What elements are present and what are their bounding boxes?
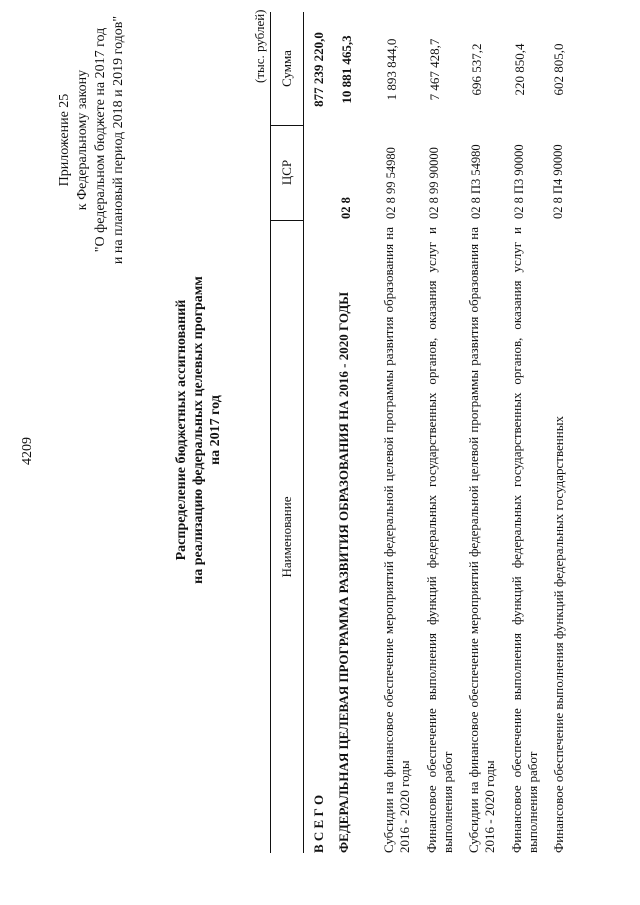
page-number: 4209 [20, 437, 35, 465]
row-csr: 02 8 П3 90000 [512, 144, 526, 219]
row-sum: 7 467 428,7 [427, 38, 442, 101]
row-sum: 1 893 844,0 [384, 38, 399, 101]
appendix-line: Приложение 25 [57, 93, 72, 187]
appendix-line: к Федеральному закону [75, 69, 90, 211]
header-name: Наименование [270, 221, 304, 853]
row-csr: 02 8 П3 54980 [469, 144, 483, 219]
row-name: Субсидии на финансовое обеспечение мероприятий федеральной целевой программы развития образования на 2016 - 2020 годы [466, 227, 497, 853]
row-name: В С Е Г О [311, 794, 326, 853]
document-title [173, 240, 224, 620]
appendix-line: и на плановый период 2018 и 2019 годов" [111, 15, 126, 265]
row-sum: 10 881 465,3 [339, 35, 354, 104]
row-name: Субсидии на финансовое обеспечение мероприятий федеральной целевой программы развития образования на 2016 - 2020 годы [381, 227, 412, 853]
row-name: ФЕДЕРАЛЬНАЯ ЦЕЛЕВАЯ ПРОГРАММА РАЗВИТИЯ ОБРАЗОВАНИЯ НА 2016 - 2020 ГОДЫ [336, 291, 351, 853]
row-csr: 02 8 99 54980 [384, 147, 398, 219]
title-line: на 2017 год [208, 395, 223, 465]
row-sum: 220 850,4 [512, 43, 527, 96]
row-sum: 602 805,0 [551, 43, 566, 96]
appendix-line: "О федеральном бюджете на 2017 год [93, 27, 108, 253]
row-csr: 02 8 99 90000 [427, 147, 441, 219]
row-csr: 02 8 [339, 197, 353, 219]
title-line: на реализацию федеральных целевых программ [191, 276, 206, 584]
row-name: Финансовое обеспечение выполнения функций федеральных государственных [551, 416, 566, 853]
units-label: (тыс. рублей) [252, 9, 267, 83]
title-line: Распределение бюджетных ассигнований [174, 299, 189, 561]
header-sum: Сумма [270, 12, 304, 126]
header-csr: ЦСР [270, 125, 304, 221]
row-csr: 02 8 П4 90000 [551, 144, 565, 219]
appendix-block [56, 15, 128, 265]
row-sum: 877 239 220,0 [311, 32, 326, 107]
row-sum: 696 537,2 [469, 43, 484, 96]
row-name: Финансовое обеспечение выполнения функций федеральных государственных органов, оказания услуг и выполнения работ [509, 227, 540, 853]
row-name: Финансовое обеспечение выполнения функций федеральных государственных органов, оказания услуг и выполнения работ [424, 227, 455, 853]
